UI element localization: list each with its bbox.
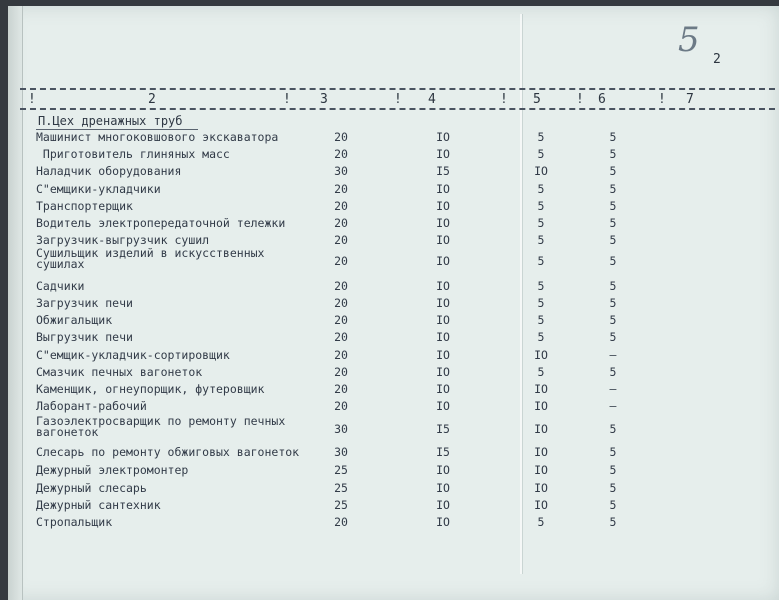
occupation-name: Дежурный электромонтер [36, 463, 189, 477]
cell-col-4: IO [436, 498, 450, 512]
cell-col-4: I5 [436, 422, 450, 436]
cell-col-4: IO [436, 330, 450, 344]
cell-col-4: I5 [436, 164, 450, 178]
cell-col-3: 20 [334, 233, 348, 247]
cell-col-6: 5 [609, 182, 617, 196]
cell-col-3: 20 [334, 365, 348, 379]
occupation-name: Стропальщик [36, 515, 113, 529]
cell-col-6: – [609, 399, 617, 413]
cell-col-6: 5 [609, 463, 617, 477]
occupation-name: Дежурный сантехник [36, 498, 161, 512]
occupation-name: Загрузчик-выгрузчик сушил [36, 233, 210, 247]
section-title: П.Цех дренажных труб [38, 114, 183, 128]
cell-col-4: IO [436, 130, 450, 144]
cell-col-5: 5 [537, 254, 545, 268]
cell-col-3: 20 [334, 313, 348, 327]
cell-col-6: – [609, 348, 617, 362]
cell-col-3: 20 [334, 348, 348, 362]
cell-col-4: IO [436, 233, 450, 247]
occupation-name: Водитель электропередаточной тележки [36, 216, 286, 230]
occupation-name: Транспортерщик [36, 199, 133, 213]
occupation-name: Каменщик, огнеупорщик, футеровщик [36, 382, 265, 396]
cell-col-4: IO [436, 313, 450, 327]
column-number: 4 [428, 92, 436, 107]
cell-col-6: 5 [609, 515, 617, 529]
cell-col-6: 5 [609, 279, 617, 293]
occupation-name: Приготовитель глиняных масс [36, 147, 230, 161]
document-page [8, 6, 779, 600]
column-number: 5 [533, 92, 541, 107]
occupation-name: Дежурный слесарь [36, 481, 147, 495]
cell-col-5: IO [534, 463, 548, 477]
cell-col-3: 20 [334, 330, 348, 344]
cell-col-4: IO [436, 463, 450, 477]
cell-col-3: 20 [334, 382, 348, 396]
cell-col-5: 5 [537, 199, 545, 213]
cell-col-6: 5 [609, 216, 617, 230]
occupation-name: С"емщик-укладчик-сортировщик [36, 348, 230, 362]
cell-col-6: 5 [609, 296, 617, 310]
cell-col-3: 25 [334, 498, 348, 512]
cell-col-6: 5 [609, 164, 617, 178]
cell-col-4: IO [436, 382, 450, 396]
cell-col-5: IO [534, 498, 548, 512]
cell-col-3: 25 [334, 481, 348, 495]
cell-col-3: 25 [334, 463, 348, 477]
cell-col-5: 5 [537, 216, 545, 230]
column-number: 7 [686, 92, 694, 107]
cell-col-6: 5 [609, 254, 617, 268]
occupation-name: Обжигальщик [36, 313, 113, 327]
cell-col-6: 5 [609, 365, 617, 379]
cell-col-6: 5 [609, 199, 617, 213]
cell-col-4: IO [436, 182, 450, 196]
cell-col-5: 5 [537, 147, 545, 161]
cell-col-6: 5 [609, 498, 617, 512]
column-separator: ! [576, 92, 584, 107]
cell-col-3: 20 [334, 279, 348, 293]
cell-col-3: 20 [334, 254, 348, 268]
cell-col-5: 5 [537, 296, 545, 310]
cell-col-5: 5 [537, 365, 545, 379]
occupation-name: С"емщики-укладчики [36, 182, 161, 196]
cell-col-5: IO [534, 399, 548, 413]
column-separator: ! [28, 92, 36, 107]
cell-col-4: IO [436, 515, 450, 529]
cell-col-4: IO [436, 481, 450, 495]
cell-col-5: IO [534, 348, 548, 362]
cell-col-3: 30 [334, 422, 348, 436]
cell-col-4: IO [436, 147, 450, 161]
occupation-name: Газоэлектросварщик по ремонту печных вагонеток [36, 414, 286, 439]
cell-col-4: IO [436, 199, 450, 213]
occupation-name: Сушильщик изделий в искусственных сушилах [36, 246, 265, 271]
column-separator: ! [283, 92, 291, 107]
cell-col-3: 20 [334, 515, 348, 529]
cell-col-6: 5 [609, 147, 617, 161]
cell-col-5: 5 [537, 330, 545, 344]
cell-col-5: 5 [537, 515, 545, 529]
cell-col-4: IO [436, 348, 450, 362]
cell-col-5: 5 [537, 182, 545, 196]
cell-col-5: 5 [537, 279, 545, 293]
cell-col-3: 20 [334, 296, 348, 310]
cell-col-6: 5 [609, 445, 617, 459]
column-number: 2 [148, 92, 156, 107]
cell-col-4: IO [436, 279, 450, 293]
handwritten-page-number: 5 [678, 20, 700, 60]
occupation-name: Лаборант-рабочий [36, 399, 147, 413]
cell-col-3: 30 [334, 445, 348, 459]
cell-col-6: 5 [609, 330, 617, 344]
cell-col-3: 20 [334, 216, 348, 230]
cell-col-3: 20 [334, 147, 348, 161]
cell-col-3: 20 [334, 199, 348, 213]
cell-col-5: IO [534, 445, 548, 459]
cell-col-4: IO [436, 216, 450, 230]
cell-col-6: 5 [609, 313, 617, 327]
cell-col-5: IO [534, 422, 548, 436]
occupation-name: Машинист многоковшового экскаватора [36, 130, 279, 144]
cell-col-4: IO [436, 254, 450, 268]
cell-col-5: IO [534, 164, 548, 178]
cell-col-5: IO [534, 382, 548, 396]
cell-col-6: 5 [609, 422, 617, 436]
cell-col-5: IO [534, 481, 548, 495]
page-number: 2 [713, 52, 721, 67]
occupation-name: Садчики [36, 279, 85, 293]
occupation-name: Загрузчик печи [36, 296, 133, 310]
cell-col-6: – [609, 382, 617, 396]
column-number: 6 [598, 92, 606, 107]
occupation-name: Выгрузчик печи [36, 330, 133, 344]
cell-col-3: 20 [334, 130, 348, 144]
cell-col-3: 20 [334, 399, 348, 413]
staff-table [8, 6, 779, 600]
cell-col-4: IO [436, 399, 450, 413]
cell-col-3: 20 [334, 182, 348, 196]
column-separator: ! [658, 92, 666, 107]
cell-col-5: 5 [537, 233, 545, 247]
cell-col-6: 5 [609, 481, 617, 495]
cell-col-3: 30 [334, 164, 348, 178]
column-separator: ! [394, 92, 402, 107]
cell-col-4: IO [436, 365, 450, 379]
cell-col-4: I5 [436, 445, 450, 459]
cell-col-5: 5 [537, 130, 545, 144]
column-number: 3 [320, 92, 328, 107]
column-separator: ! [500, 92, 508, 107]
cell-col-5: 5 [537, 313, 545, 327]
cell-col-6: 5 [609, 130, 617, 144]
cell-col-4: IO [436, 296, 450, 310]
occupation-name: Смазчик печных вагонеток [36, 365, 203, 379]
occupation-name: Слесарь по ремонту обжиговых вагонеток [36, 445, 300, 459]
cell-col-6: 5 [609, 233, 617, 247]
occupation-name: Наладчик оборудования [36, 164, 182, 178]
